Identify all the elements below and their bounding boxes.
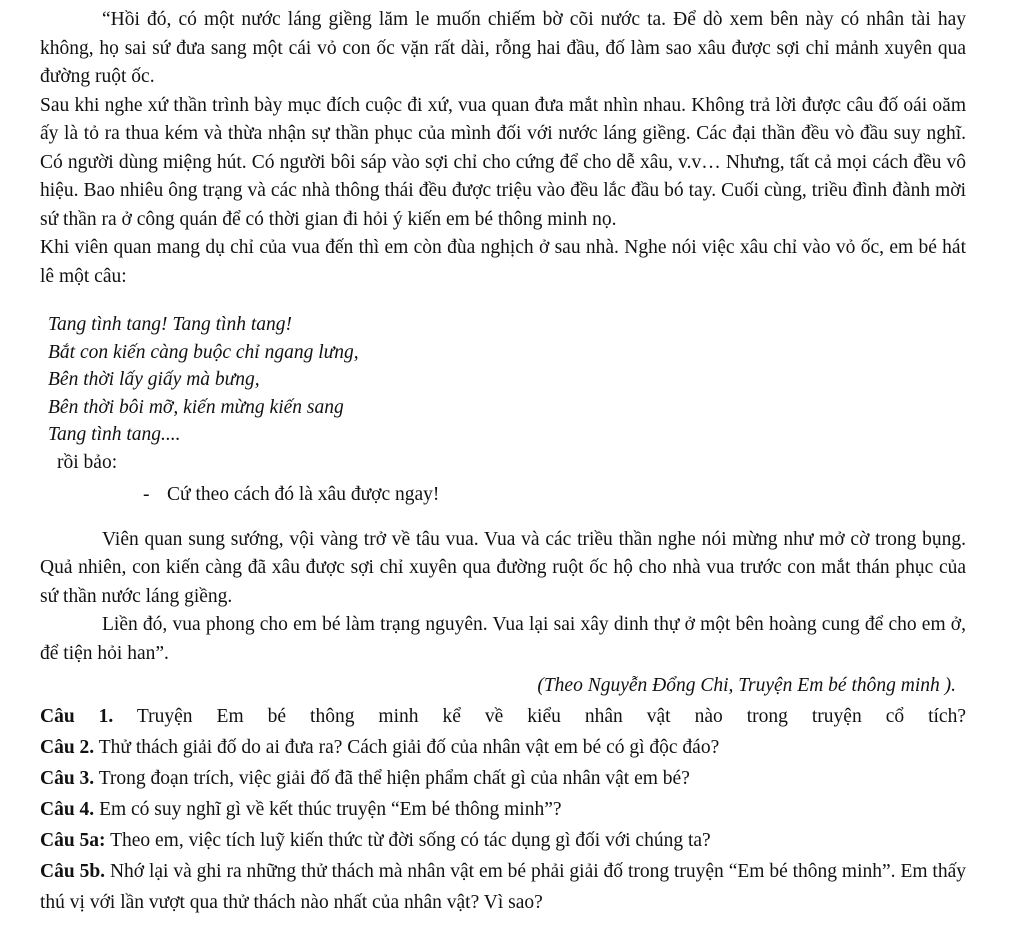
question-text: Theo em, việc tích luỹ kiến thức từ đời sống có tác dụng gì đối với chúng ta?: [105, 829, 711, 851]
dialogue-dash: -: [143, 484, 150, 505]
question-label: Câu 4.: [40, 798, 95, 820]
question-text: Em có suy nghĩ gì về kết thúc truyện “Em bé thông minh”?: [94, 798, 562, 820]
after-poem-text: rồi bảo:: [57, 451, 118, 473]
question-4: [40, 794, 966, 825]
question-1: [40, 701, 966, 732]
poem-line: Tang tình tang! Tang tình tang!: [48, 314, 292, 335]
question-text: Nhớ lại và ghi ra những thử thách mà nhân vật em bé phải giải đố trong truyện “Em bé thông minh”. Em thấy thú vị với lần vượt qua thử thách nào nhất của nhân vật? Vì sao?: [40, 860, 966, 913]
passage-paragraph-4: Viên quan sung sướng, vội vàng trở về tâu vua. Vua và các triều thần nghe nói mừng như mở cờ trong bụng. Quả nhiên, con kiến càng đã xâu được sợi chỉ xuyên qua đường ruột ốc hộ cho nhà vua trước con mắt thán phục của sứ thần nước láng giềng.: [40, 528, 966, 607]
question-2: [40, 732, 966, 763]
source-citation: (Theo Nguyễn Đổng Chi, Truyện Em bé thông minh ).: [537, 675, 956, 696]
passage-paragraph-5: Liền đó, vua phong cho em bé làm trạng nguyên. Vua lại sai xây dinh thự ở một bên hoàng cung để cho em ở, để tiện hỏi han”.: [40, 614, 966, 664]
question-5a: [40, 825, 966, 856]
passage-paragraph-2: Sau khi nghe xứ thần trình bày mục đích cuộc đi xứ, vua quan đưa mắt nhìn nhau. Không trả lời được câu đố oái oăm ấy là tỏ ra thua kém và thừa nhận sự thần phục của mình đối với nước láng giềng. Các đại thần đều vò đầu suy nghĩ. Có người dùng miệng hút. Có người bôi sáp vào sợi chỉ cho cứng để cho dễ xâu, v.v… Nhưng, tất cả mọi cách đều vô hiệu. Bao nhiêu ông trạng và các nhà thông thái đều được triệu vào đều lắc đầu bó tay. Cuối cùng, triều đình đành mời sứ thần ra ở công quán để có thời gian đi hỏi ý kiến em bé thông minh nọ.: [40, 94, 966, 230]
question-3: [40, 763, 966, 794]
question-label: Câu 1.: [40, 705, 114, 727]
question-label: Câu 2.: [40, 736, 95, 758]
question-text: Thử thách giải đố do ai đưa ra? Cách giải đố của nhân vật em bé có gì độc đáo?: [94, 736, 720, 758]
dialogue-line: [40, 481, 966, 510]
question-label: Câu 5b.: [40, 860, 106, 882]
poem-line: Bên thời lấy giấy mà bưng,: [48, 369, 260, 390]
question-label: Câu 5a:: [40, 829, 106, 851]
poem-line: Tang tình tang....: [48, 424, 181, 445]
question-text: Truyện Em bé thông minh kể về kiểu nhân vật nào trong truyện cổ tích?: [113, 705, 966, 727]
passage-paragraph-1: “Hồi đó, có một nước láng giềng lăm le muốn chiếm bờ cõi nước ta. Để dò xem bên này có nhân tài hay không, họ sai sứ đưa sang một cái vỏ con ốc vặn rất dài, rỗng hai đầu, đố làm sao xâu được sợi chỉ mảnh xuyên qua đường ruột ốc.: [40, 9, 966, 87]
poem-line: Bên thời bôi mỡ, kiến mừng kiến sang: [48, 396, 344, 418]
question-5b: [40, 856, 966, 918]
poem-line: Bắt con kiến càng buộc chỉ ngang lưng,: [48, 341, 359, 363]
poem-block: [40, 311, 966, 449]
dialogue-text: Cứ theo cách đó là xâu được ngay!: [167, 484, 440, 505]
questions-list: [40, 701, 966, 918]
passage-paragraph-3: Khi viên quan mang dụ chỉ của vua đến thì em còn đùa nghịch ở sau nhà. Nghe nói việc xâu chỉ vào vỏ ốc, em bé hát lê một câu:: [40, 237, 966, 287]
question-text: Trong đoạn trích, việc giải đố đã thể hiện phẩm chất gì của nhân vật em bé?: [94, 767, 690, 789]
question-label: Câu 3.: [40, 767, 95, 789]
